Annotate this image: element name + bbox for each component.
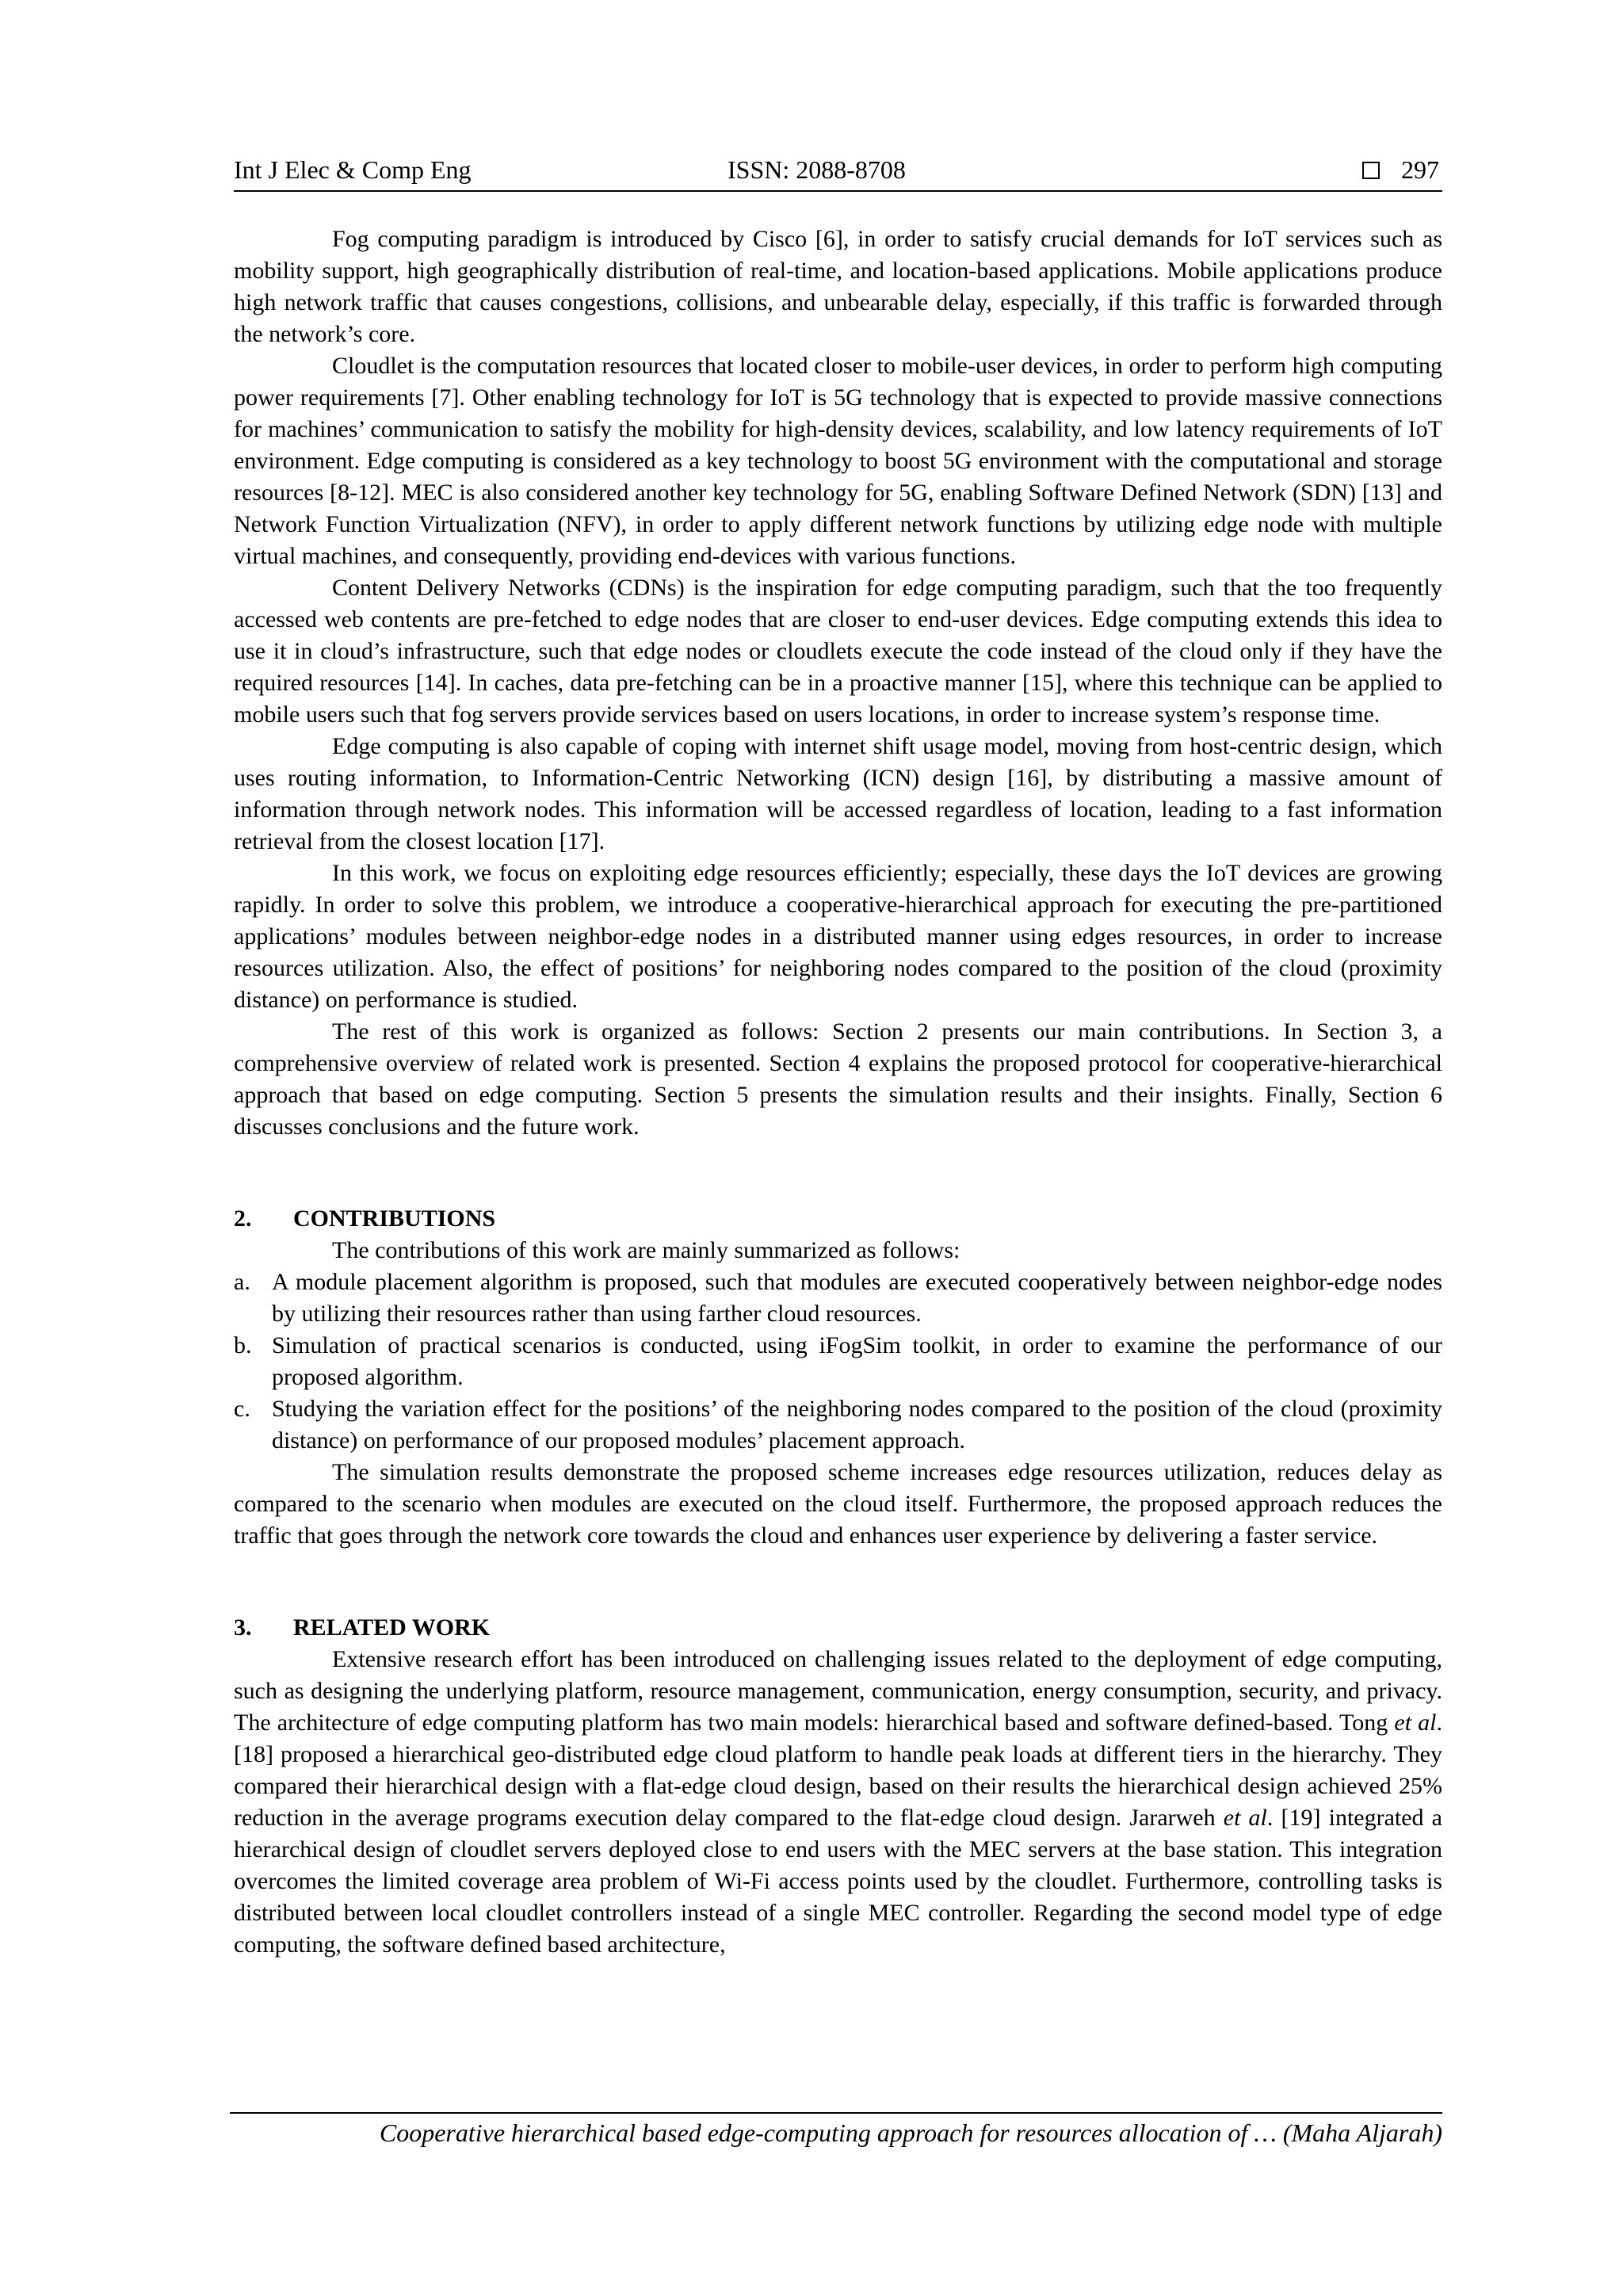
- list-item: [234, 1330, 1442, 1393]
- list-item: [234, 1393, 1442, 1457]
- square-bullet-icon: [1362, 162, 1380, 179]
- paragraph: Fog computing paradigm is introduced by Cisco [6], in order to satisfy crucial demands for IoT services such as mobility support, high geographically distribution of real-time, and location-based applications. Mobile applications produce high network traffic that causes congestions, collisions, and unbearable delay, especially, if this traffic is forwarded through the network’s core.: [234, 226, 1442, 347]
- text-run-italic: et al: [1223, 1805, 1267, 1831]
- paragraph: Edge computing is also capable of coping with internet shift usage model, moving from host-centric design, which uses routing information, to Information-Centric Networking (ICN) design [16], by distributing a massive amount of information through network nodes. This information will be accessed regardless of location, leading to a fast information retrieval from the closest location [17].: [234, 733, 1442, 854]
- section-number: 3.: [234, 1614, 252, 1641]
- list-item: [234, 1266, 1442, 1330]
- paragraph: Cloudlet is the computation resources that located closer to mobile-user devices, in order to perform high computing power requirements [7]. Other enabling technology for IoT is 5G technology that is expected to provide massive connections for machines’ communication to satisfy the mobility for high-density devices, scalability, and low latency requirements of IoT environment. Edge computing is considered as a key technology to boost 5G environment with the computational and storage resources [8-12]. MEC is also considered another key technology for 5G, enabling Software Defined Network (SDN) [13] and Network Function Virtualization (NFV), in order to apply different network functions by utilizing edge node with multiple virtual machines, and consequently, providing end-devices with various functions.: [234, 353, 1442, 569]
- paragraph: In this work, we focus on exploiting edge resources efficiently; especially, these days the IoT devices are growing rapidly. In order to solve this problem, we introduce a cooperative-hierarchical approach for executing the pre-partitioned applications’ modules between neighbor-edge nodes in a distributed manner using edges resources, in order to increase resources utilization. Also, the effect of positions’ for neighboring nodes compared to the position of the cloud (proximity distance) on performance is studied.: [234, 860, 1442, 1013]
- section-title: RELATED WORK: [293, 1614, 491, 1641]
- journal-name: Int J Elec & Comp Eng: [234, 155, 472, 184]
- body-text: [234, 223, 1442, 1961]
- paragraph: The rest of this work is organized as follows: Section 2 presents our main contributions. In Section 3, a comprehensive overview of related work is presented. Section 4 explains the proposed protocol for cooperative-hierarchical approach that based on edge computing. Section 5 presents the simulation results and their insights. Finally, Section 6 discusses conclusions and the future work.: [234, 1018, 1442, 1140]
- contributions-intro: The contributions of this work are mainly summarized as follows:: [332, 1237, 960, 1263]
- section-gap: [234, 1143, 1442, 1203]
- text-run-italic: et al: [1394, 1710, 1437, 1736]
- paragraph: [234, 1644, 1442, 1961]
- running-title: Cooperative hierarchical based edge-computing approach for resources allocation of … (Maha Aljarah): [379, 2118, 1442, 2147]
- issn: ISSN: 2088-8708: [727, 155, 906, 184]
- text-run: . [18] proposed a hierarchical geo-distributed edge cloud platform to handle peak loads at different tiers in the hierarchy. They compared their hierarchical design with a flat-edge cloud design, based on their results the hierarchical design achieved 25% reduction in the average programs execution delay compared to the flat-edge cloud design. Jararweh: [234, 1710, 1442, 1831]
- running-footer: [230, 2112, 1442, 2148]
- list-marker: b.: [234, 1332, 252, 1358]
- text-run: . [19] integrated a hierarchical design of cloudlet servers deployed close to end users with the MEC servers at the base station. This integration overcomes the limited coverage area problem of Wi-Fi access points used by the cloudlet. Furthermore, controlling tasks is distributed between local cloudlet controllers instead of a single MEC controller. Regarding the second model type of edge computing, the software defined based architecture,: [234, 1805, 1442, 1958]
- section-heading-contributions: [234, 1203, 1442, 1235]
- paragraph: Content Delivery Networks (CDNs) is the inspiration for edge computing paradigm, such that the too frequently accessed web contents are pre-fetched to edge nodes that are closer to end-user devices. Edge computing extends this idea to use it in cloud’s infrastructure, such that edge nodes or cloudlets execute the code instead of the cloud only if they have the required resources [14]. In caches, data pre-fetching can be in a proactive manner [15], where this technique can be applied to mobile users such that fog servers provide services based on users locations, in order to increase system’s response time.: [234, 575, 1442, 728]
- section-heading-related-work: [234, 1612, 1442, 1644]
- contributions-list: [234, 1266, 1442, 1457]
- list-marker: a.: [234, 1269, 250, 1295]
- section-number: 2.: [234, 1205, 252, 1232]
- page-header: [234, 152, 1442, 192]
- page-number: 297: [1401, 155, 1439, 184]
- section-gap: [234, 1552, 1442, 1612]
- list-item-text: Studying the variation effect for the positions’ of the neighboring nodes compared to the position of the cloud (proximity distance) on performance of our proposed modules’ placement approach.: [272, 1396, 1442, 1454]
- list-item-text: Simulation of practical scenarios is conducted, using iFogSim toolkit, in order to examine the performance of our proposed algorithm.: [272, 1332, 1442, 1390]
- paragraph: The simulation results demonstrate the proposed scheme increases edge resources utilization, reduces delay as compared to the scenario when modules are executed on the cloud itself. Furthermore, the proposed approach reduces the traffic that goes through the network core towards the cloud and enhances user experience by delivering a faster service.: [234, 1459, 1442, 1549]
- list-item-text: A module placement algorithm is proposed, such that modules are executed cooperatively between neighbor-edge nodes by utilizing their resources rather than using farther cloud resources.: [272, 1269, 1442, 1327]
- list-marker: c.: [234, 1396, 250, 1422]
- text-run: Extensive research effort has been introduced on challenging issues related to the deployment of edge computing, such as designing the underlying platform, resource management, communication, energy consumption, security, and privacy. The architecture of edge computing platform has two main models: hierarchical based and software defined-based. Tong: [234, 1646, 1442, 1736]
- section-title: CONTRIBUTIONS: [293, 1205, 496, 1232]
